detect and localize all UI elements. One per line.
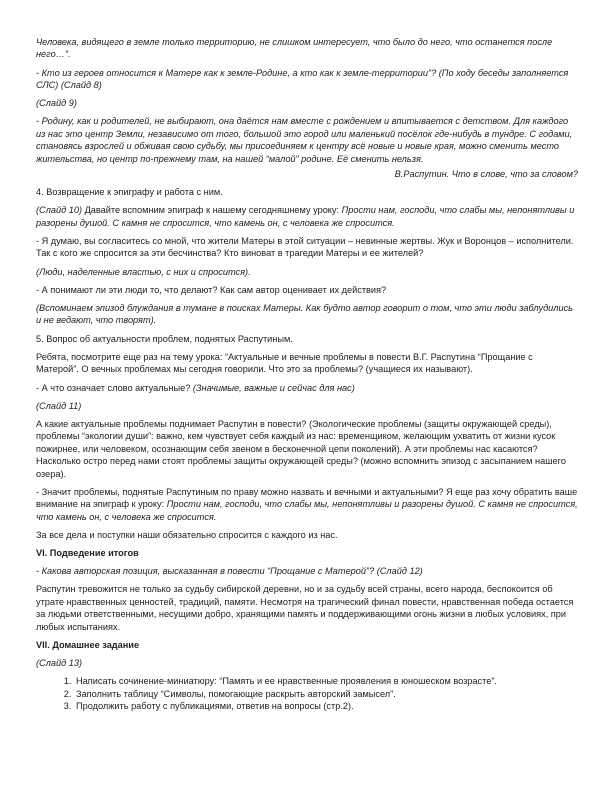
question-actual-text: - А что означает слово актуальные? <box>36 382 193 393</box>
homework-item: 3. Продолжить работу с публикациями, ответив на вопросы (стр.2). <box>74 700 578 712</box>
paragraph-quote-end: Человека, видящего в земле только территорию, не слишком интересует, что было до него, что останется после него…”. <box>36 37 553 60</box>
answer-actual: (Значимые, важные и сейчас для нас) <box>192 382 355 393</box>
slide-13-label: (Слайд 13) <box>36 657 83 668</box>
homework-item: 1. Написать сочинение-миниатюру: “Память и ее нравственные проявления в юношеском возрасте”. <box>74 675 578 687</box>
answer-fog-episode: (Вспоминаем эпизод блуждания в тумане в поисках Матеры. Как будто автор говорит о том, что эти люди заблудились и не ведают, что творят). <box>36 303 574 326</box>
slide-9-label: (Слайд 9) <box>36 98 77 109</box>
homework-item: 2. Заполнить таблицу “Символы, помогающие раскрыть авторский замысел”. <box>74 688 578 700</box>
section-4-heading: 4. Возвращение к эпиграфу и работа с ним. <box>36 187 223 198</box>
paragraph-question-heroes: - Кто из героев относится к Матере как к земле-Родине, а кто как к земле-территории”? (По ходу беседы заполняется СЛС) (Слайд 8) <box>36 67 569 91</box>
eternal-problems-text: - Значит проблемы, поднятые Распутиным по праву можно назвать и вечными и актуальными? Я еще раз хочу обратить ваше внимание на эпиграф к уроку: <box>36 486 578 510</box>
paragraph-rodina-quote: - Родину, как и родителей, не выбирают, она даётся нам вместе с рождением и впитывается с детством. Для каждого из нас это центр Земли, независимо от того, большой это город или маленький посёлок где-нибудь в тундре. С годами, становясь взрослей и обживая свою судьбу, мы присоединяем к центру всё новые и новые края, можно сменить место жительства, но центр по-прежнему там, на нашей “малой” родине. Её сменить нельзя. <box>36 116 573 164</box>
epigraph-repeat: Прости нам, господи, что слабы мы, непонятливы и разорены душой. С камня не спросится, что камень он, с человека же спросится. <box>36 499 578 522</box>
answer-power: (Люди, наделенные властью, с них и спросится). <box>36 266 251 277</box>
section-5-heading: 5. Вопрос об актуальности проблем, поднятых Распутиным. <box>36 333 293 344</box>
quote-attribution: В.Распутин. Что в слове, что за словом? <box>394 169 578 180</box>
slide-11-label: (Слайд 11) <box>36 400 82 411</box>
section-vii-heading: VII. Домашнее задание <box>36 639 140 650</box>
paragraph-victims: - Я думаю, вы согласитесь со мной, что жители Матеры в этой ситуации – невинные жертвы. Жук и Воронцов – исполнители. Так с кого же спросится за эти бесчинства? Кто виноват в трагедии Матеры и ее жителей? <box>36 236 574 259</box>
paragraph-epigraph <box>36 204 578 229</box>
slide-10-label: (Слайд 10) <box>36 205 83 216</box>
paragraph-conclusion: За все дела и поступки наши обязательно спросится с каждого из нас. <box>36 529 338 540</box>
epigraph-intro: Давайте вспомним эпиграф к нашему сегодняшнему уроку: <box>82 205 342 216</box>
homework-list <box>36 675 578 712</box>
epigraph-text: Прости нам, господи, что слабы мы, непонятливы и разорены душой. С камня не спросится, что камень он, с человека же спросится. <box>36 205 575 228</box>
paragraph-eternal-problems <box>36 486 578 523</box>
section-vi-heading: VI. Подведение итогов <box>36 547 139 558</box>
paragraph-ecology: А какие актуальные проблемы поднимает Распутин в повести? (Экологические проблемы (защиты окружающей среды), проблемы “экологии души”: важно, кем чувствует себя каждый из нас: временщиком, желающим ухватить от жизни кусок пожирнее, или человеком, осознающим себя звеном в бесконечной цепи поколений). А эти проблемы нас касаются? Насколько остро перед нами стоят проблемы защиты окружающей среды? (можно вспомнить эпизод с засыпанием нашего озера). <box>36 418 566 479</box>
paragraph-author-position: Распутин тревожится не только за судьбу сибирской деревни, но и за судьбу всей страны, всего народа, беспокоится об утрате нравственных ценностей, традиций, памяти. Несмотря на трагический финал повести, нравственная победа остается за людьми ответственными, несущими добро, хранящими память и поддерживающими огонь жизни в любых условиях, при любых испытаниях. <box>36 584 574 632</box>
question-author-position: - Какова авторская позиция, высказанная в повести “Прощание с Матерой”? (Слайд 12) <box>36 566 423 577</box>
paragraph-lesson-topic: Ребята, посмотрите еще раз на тему урока: “Актуальные и вечные проблемы в повести В.Г. Распутина “Прощание с Матерой”. О вечных проблемах мы сегодня говорили. Что это за проблемы? (учащиеся их называют). <box>36 351 533 375</box>
question-understanding: - А понимают ли эти люди то, что делают? Как сам автор оценивает их действия? <box>36 284 387 295</box>
question-actual <box>36 382 578 394</box>
